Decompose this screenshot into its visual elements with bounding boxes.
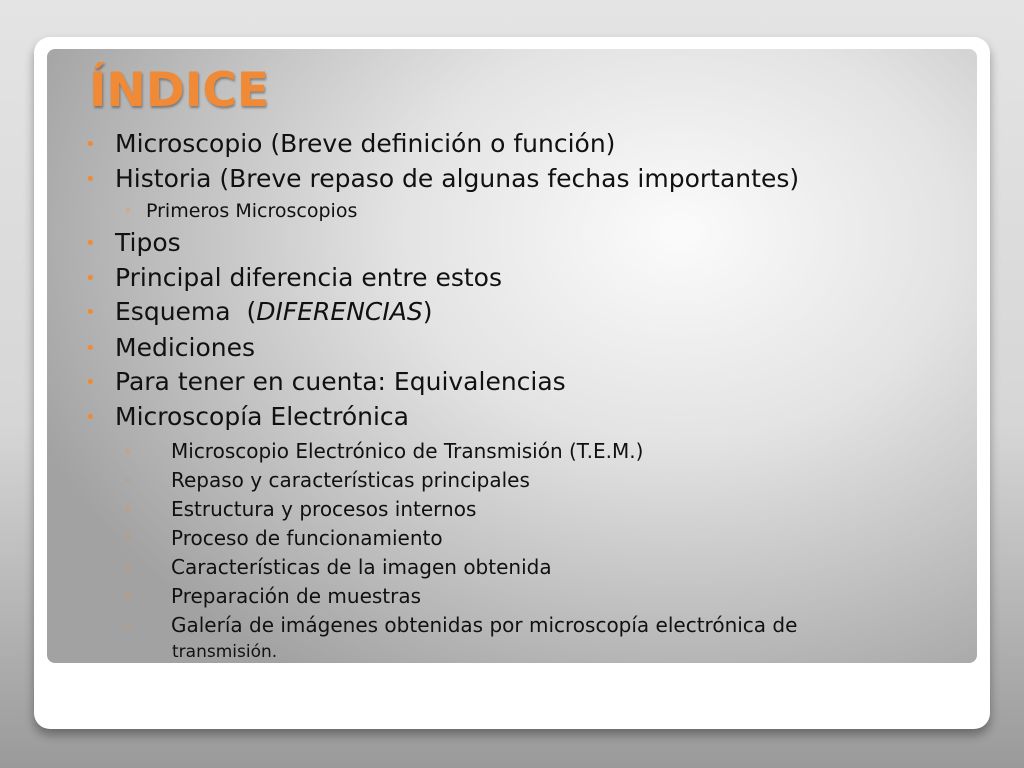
sub-list-item-text: Estructura y procesos internos	[171, 497, 477, 521]
hollow-bullet-icon: ◦	[124, 204, 132, 219]
hollow-bullet-icon: ◦	[124, 474, 132, 489]
list-item-text: Mediciones	[115, 333, 256, 362]
slide-title: ÍNDICE	[89, 63, 269, 118]
list-item	[85, 296, 432, 329]
list-item	[85, 163, 799, 196]
list-item-text-close: )	[422, 297, 433, 326]
sub-list-item	[124, 438, 643, 466]
list-item-text: Principal diferencia entre estos	[115, 263, 502, 292]
bullet-icon: •	[85, 134, 96, 155]
sub-list-item-text: Galería de imágenes obtenidas por microscopía electrónica de	[171, 613, 798, 637]
list-item-text: Historia (Breve repaso de algunas fechas importantes)	[115, 164, 800, 193]
sub-list-item-text: Características de la imagen obtenida	[171, 555, 552, 579]
sub-list-item-continuation: transmisión.	[172, 642, 278, 662]
sub-list-item	[124, 525, 443, 553]
bullet-icon: •	[85, 268, 96, 289]
bullet-icon: •	[85, 407, 96, 428]
list-item	[85, 401, 409, 434]
sub-list-item	[124, 612, 797, 640]
list-item	[85, 227, 181, 260]
hollow-bullet-icon: ◦	[124, 445, 132, 460]
list-item-text-plain: Esquema (	[115, 297, 257, 326]
list-item	[85, 332, 255, 365]
hollow-bullet-icon: ◦	[124, 590, 132, 605]
sub-list-item	[124, 583, 421, 611]
list-item-text: Microscopía Electrónica	[115, 402, 409, 431]
list-item-text: Tipos	[115, 228, 181, 257]
list-item-text: Para tener en cuenta: Equivalencias	[115, 367, 566, 396]
bullet-icon: •	[85, 372, 96, 393]
hollow-bullet-icon: ◦	[124, 619, 132, 634]
bullet-icon: •	[85, 302, 96, 323]
list-item-text: Microscopio (Breve definición o función)	[115, 129, 616, 158]
sub-list-item-text: Preparación de muestras	[171, 584, 422, 608]
sub-list-item-text: Repaso y características principales	[171, 468, 530, 492]
list-item-text-italic: DIFERENCIAS	[256, 297, 423, 326]
sub-list-item-text: Microscopio Electrónico de Transmisión (T.E.M.)	[171, 439, 644, 463]
list-item	[85, 366, 566, 399]
hollow-bullet-icon: ◦	[124, 503, 132, 518]
sub-list-item-text: Proceso de funcionamiento	[171, 526, 443, 550]
bullet-icon: •	[85, 169, 96, 190]
sub-list-item	[124, 496, 476, 524]
list-item	[85, 128, 615, 161]
sub-list-item	[124, 467, 530, 495]
hollow-bullet-icon: ◦	[124, 532, 132, 547]
list-item	[85, 262, 502, 295]
bullet-icon: •	[85, 233, 96, 254]
bullet-icon: •	[85, 338, 96, 359]
hollow-bullet-icon: ◦	[124, 561, 132, 576]
sub-list-item	[124, 199, 357, 224]
sub-list-item-text: Primeros Microscopios	[146, 200, 358, 222]
sub-list-item	[124, 554, 552, 582]
